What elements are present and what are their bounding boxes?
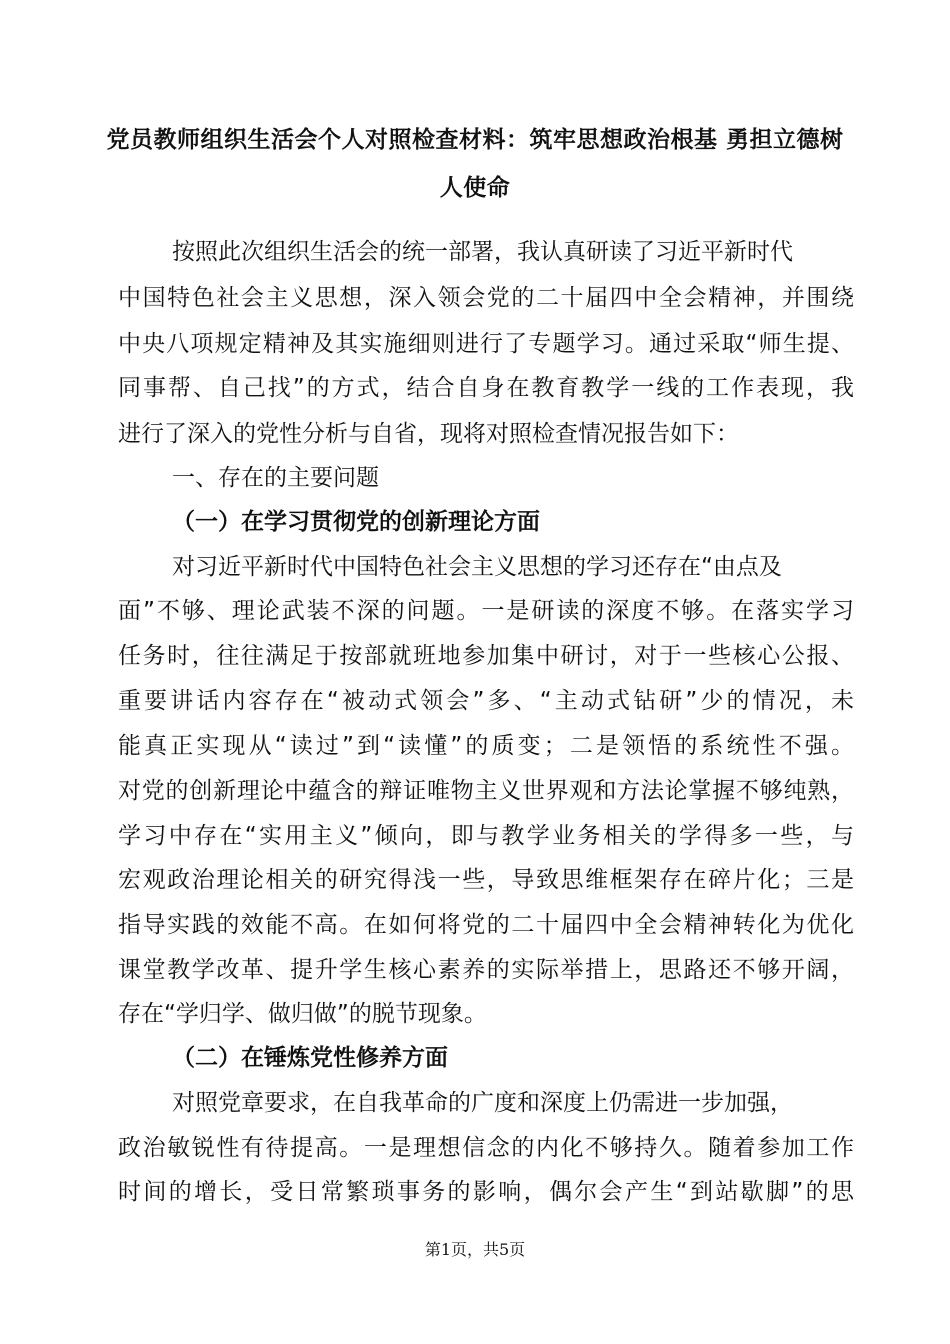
subsection-heading: （一）在学习贯彻党的创新理论方面 — [172, 509, 540, 535]
body-line: 课堂教学改革、提升学生核心素养的实际举措上，思路还不够开阔， — [118, 957, 854, 983]
body-line: 存在“学归学、做归做”的脱节现象。 — [118, 1001, 487, 1027]
body-line: 重要讲话内容存在“被动式领会”多、“主动式钻研”少的情况，未 — [118, 688, 854, 714]
body-line: 面”不够、理论武装不深的问题。一是研读的深度不够。在落实学习 — [118, 598, 854, 624]
body-line: 对习近平新时代中国特色社会主义思想的学习还存在“由点及 — [172, 554, 782, 580]
intro-line: 中央八项规定精神及其实施细则进行了专题学习。通过采取“师生提、 — [118, 331, 854, 357]
body-line: 时间的增长，受日常繁琐事务的影响，偶尔会产生“到站歇脚”的思 — [118, 1179, 854, 1205]
page-number: 第1页，共5页 — [424, 1240, 526, 1259]
intro-line: 同事帮、自己找”的方式，结合自身在教育教学一线的工作表现，我 — [118, 375, 854, 401]
body-line: 对党的创新理论中蕴含的辩证唯物主义世界观和方法论掌握不够纯熟， — [118, 778, 854, 804]
document-title: 党员教师组织生活会个人对照检查材料：筑牢思想政治根基 勇担立德树人使命 — [106, 127, 844, 201]
body-line: 学习中存在“实用主义”倾向，即与教学业务相关的学得多一些，与 — [118, 823, 854, 849]
body-line: 对照党章要求，在自我革命的广度和深度上仍需进一步加强， — [172, 1090, 793, 1116]
body-line: 指导实践的效能不高。在如何将党的二十届四中全会精神转化为优化 — [118, 912, 854, 938]
body-line: 任务时，往往满足于按部就班地参加集中研讨，对于一些核心公报、 — [118, 643, 854, 669]
body-line: 政治敏锐性有待提高。一是理想信念的内化不够持久。随着参加工作 — [118, 1135, 854, 1161]
section-heading: 一、存在的主要问题 — [172, 465, 379, 491]
body-line: 能真正实现从“读过”到“读懂”的质变；二是领悟的系统性不强。 — [118, 733, 854, 759]
body-line: 宏观政治理论相关的研究得浅一些，导致思维框架存在碎片化；三是 — [118, 867, 854, 893]
intro-line: 中国特色社会主义思想，深入领会党的二十届四中全会精神，并围绕 — [118, 285, 854, 311]
intro-line: 按照此次组织生活会的统一部署，我认真研读了习近平新时代 — [172, 239, 793, 265]
intro-line: 进行了深入的党性分析与自省，现将对照检查情况报告如下： — [118, 421, 739, 447]
subsection-heading: （二）在锤炼党性修养方面 — [172, 1045, 448, 1071]
